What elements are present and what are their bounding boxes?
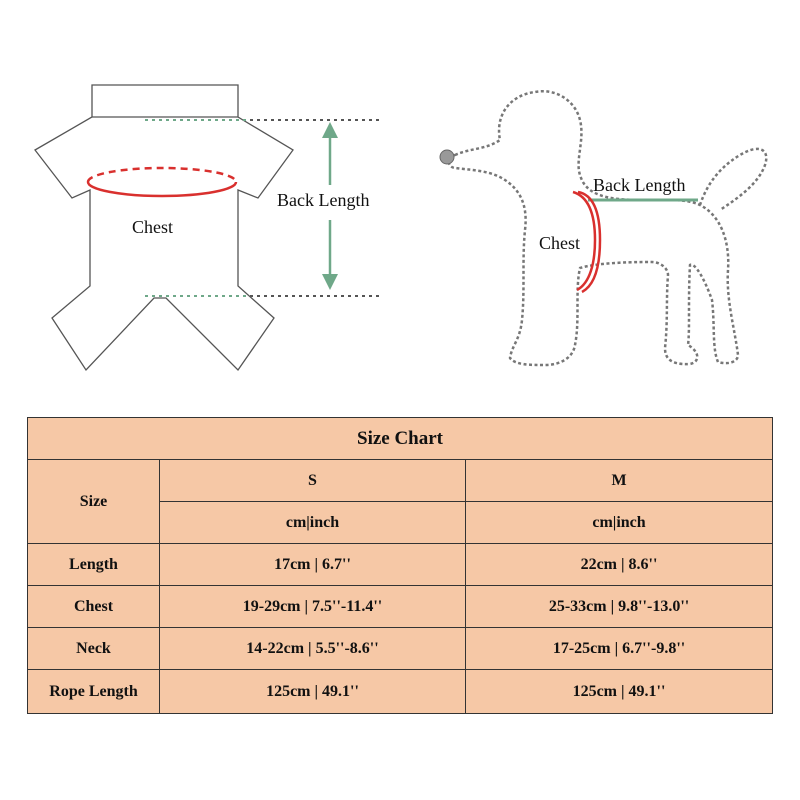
table-row: [28, 628, 773, 670]
cell-chest-m: 25-33cm | 9.8''-13.0'': [466, 586, 773, 628]
size-s-header: S: [160, 460, 466, 502]
unit-s-label: cm|inch: [160, 502, 466, 544]
dog-chest-label: Chest: [539, 233, 581, 253]
cell-length-s: 17cm | 6.7'': [160, 544, 466, 586]
table-row: [28, 544, 773, 586]
size-header: Size: [28, 460, 160, 544]
cell-length-m: 22cm | 8.6'': [466, 544, 773, 586]
table-row: [28, 586, 773, 628]
cell-chest-s: 19-29cm | 7.5''-11.4'': [160, 586, 466, 628]
unit-m-label: cm|inch: [466, 502, 773, 544]
row-label-chest: Chest: [28, 586, 160, 628]
row-label-rope-length: Rope Length: [28, 670, 160, 714]
shirt-chest-label: Chest: [132, 217, 174, 237]
cell-rope-length-m: 125cm | 49.1'': [466, 670, 773, 714]
size-chart-title: Size Chart: [28, 418, 773, 460]
row-label-length: Length: [28, 544, 160, 586]
cell-rope-length-s: 125cm | 49.1'': [160, 670, 466, 714]
row-label-neck: Neck: [28, 628, 160, 670]
cell-neck-s: 14-22cm | 5.5''-8.6'': [160, 628, 466, 670]
dog-back-length-label: Back Length: [593, 175, 686, 195]
cell-neck-m: 17-25cm | 6.7''-9.8'': [466, 628, 773, 670]
dog-nose: [440, 150, 454, 164]
shirt-back-length-label: Back Length: [277, 190, 370, 210]
shirt-chest-marker: [88, 168, 236, 196]
size-m-header: M: [466, 460, 773, 502]
size-chart-table: [27, 417, 773, 714]
dog-outline: [449, 91, 766, 365]
table-row: [28, 670, 773, 714]
